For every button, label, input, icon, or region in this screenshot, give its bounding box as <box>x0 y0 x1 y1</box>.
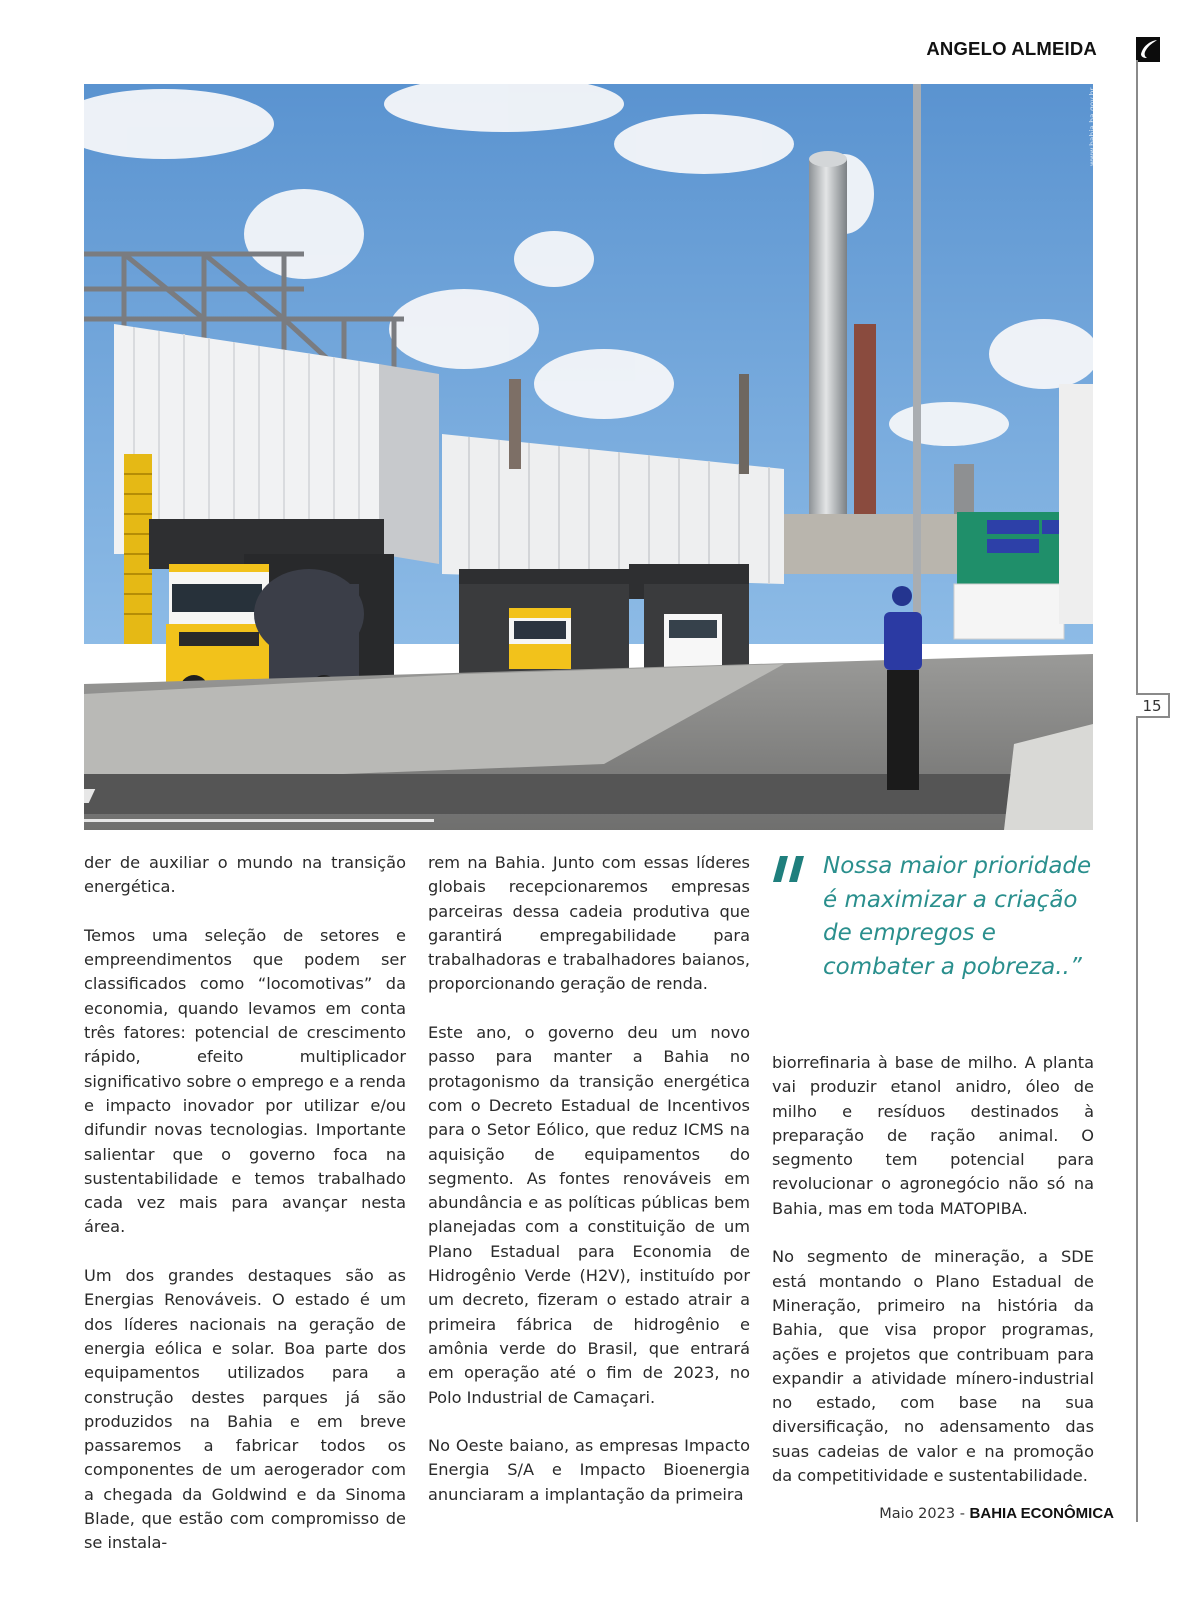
photo-credit-text: www.bahia.ba.gov.br <box>1088 87 1097 166</box>
truck-3 <box>664 614 722 669</box>
author-name: ANGELO ALMEIDA <box>926 38 1097 59</box>
paragraph: No Oeste baiano, as empresas Impacto Energia S/A e Impacto Bioenergia anunciaram a implantação da primeira <box>428 1436 750 1504</box>
truck-2 <box>509 608 571 669</box>
text-column-2 <box>428 851 750 1531</box>
text-column-1 <box>84 851 406 1580</box>
paragraph: Temos uma seleção de setores e empreendimentos que podem ser classificados como “locomotivas” da economia, quando levamos em conta três fatores: potencial de crescimento rápido, efeito multiplicador significativo sobre o emprego e a renda e impacto inovador por utilizar e/ou difundir novas tecnologias. Importante salientar que o governo foca na sustentabilidade e temos trabalhado cada vez mais para avançar nesta área. <box>84 925 406 1237</box>
page-footer <box>879 1505 1114 1522</box>
worker <box>884 586 922 790</box>
paragraph: rem na Bahia. Junto com essas líderes globais recepcionaremos empresas parceiras dessa cadeia produtiva que garantirá empregabilidade para trabalhadoras e trabalhadores baianos, proporcionando geração de renda. <box>428 853 750 994</box>
paragraph: der de auxiliar o mundo na transição energética. <box>84 853 406 897</box>
paragraph: No segmento de mineração, a SDE está montando o Plano Estadual de Mineração, primeiro na história da Bahia, que visa propor programas, ações e projetos que contribuam para expandir a atividade mínero-industrial no estado, com base na sua diversificação, no adensamento das suas cadeias de valor e na promoção da competitividade e sustentabilidade. <box>772 1247 1094 1486</box>
paragraph: biorrefinaria à base de milho. A planta vai produzir etanol anidro, óleo de milho e resíduos destinados à preparação de ração animal. O segmento tem potencial para revolucionar o agronegócio não só na Bahia, mas em toda MATOPIBA. <box>772 1053 1094 1218</box>
paragraph: Um dos grandes destaques são as Energias Renováveis. O estado é um dos líderes nacionais na geração de energia eólica e solar. Boa parte dos equipamentos utilizados para a construção destes parques já são produzidos na Bahia e em breve passaremos a fabricar todos os componentes de um aerogerador com a chegada da Goldwind e da Sinoma Blade, que estão com compromisso de se instala- <box>84 1266 406 1553</box>
industrial-plant-photo <box>84 84 1093 830</box>
quote-mark-icon <box>772 845 806 891</box>
pull-quote: Nossa maior prioridade é maximizar a criação de empregos e combater a pobreza..” <box>823 853 1092 980</box>
footer-publication: BAHIA ECONÔMICA <box>969 1505 1114 1522</box>
photo-credit <box>1076 87 1097 168</box>
swoosh-logo-icon <box>1136 37 1160 62</box>
page-number: 15 <box>1136 693 1170 718</box>
footer-date: Maio 2023 - <box>879 1506 970 1522</box>
paragraph: Este ano, o governo deu um novo passo para manter a Bahia no protagonismo da transição energética com o Decreto Estadual de Incentivos para o Setor Eólico, que reduz ICMS na aquisição de equipamentos do segmento. As fontes renováveis em abundância e as políticas públicas bem planejadas com a constituição de um Plano Estadual para Economia de Hidrogênio Verde (H2V), instituído por um decreto, fizeram o estado atrair a primeira fábrica de hidrogênio e amônia verde do Brasil, que entrará em operação até o fim de 2023, no Polo Industrial de Camaçari. <box>428 1023 750 1407</box>
margin-rule <box>1136 60 1138 1522</box>
text-column-3 <box>772 1051 1094 1513</box>
